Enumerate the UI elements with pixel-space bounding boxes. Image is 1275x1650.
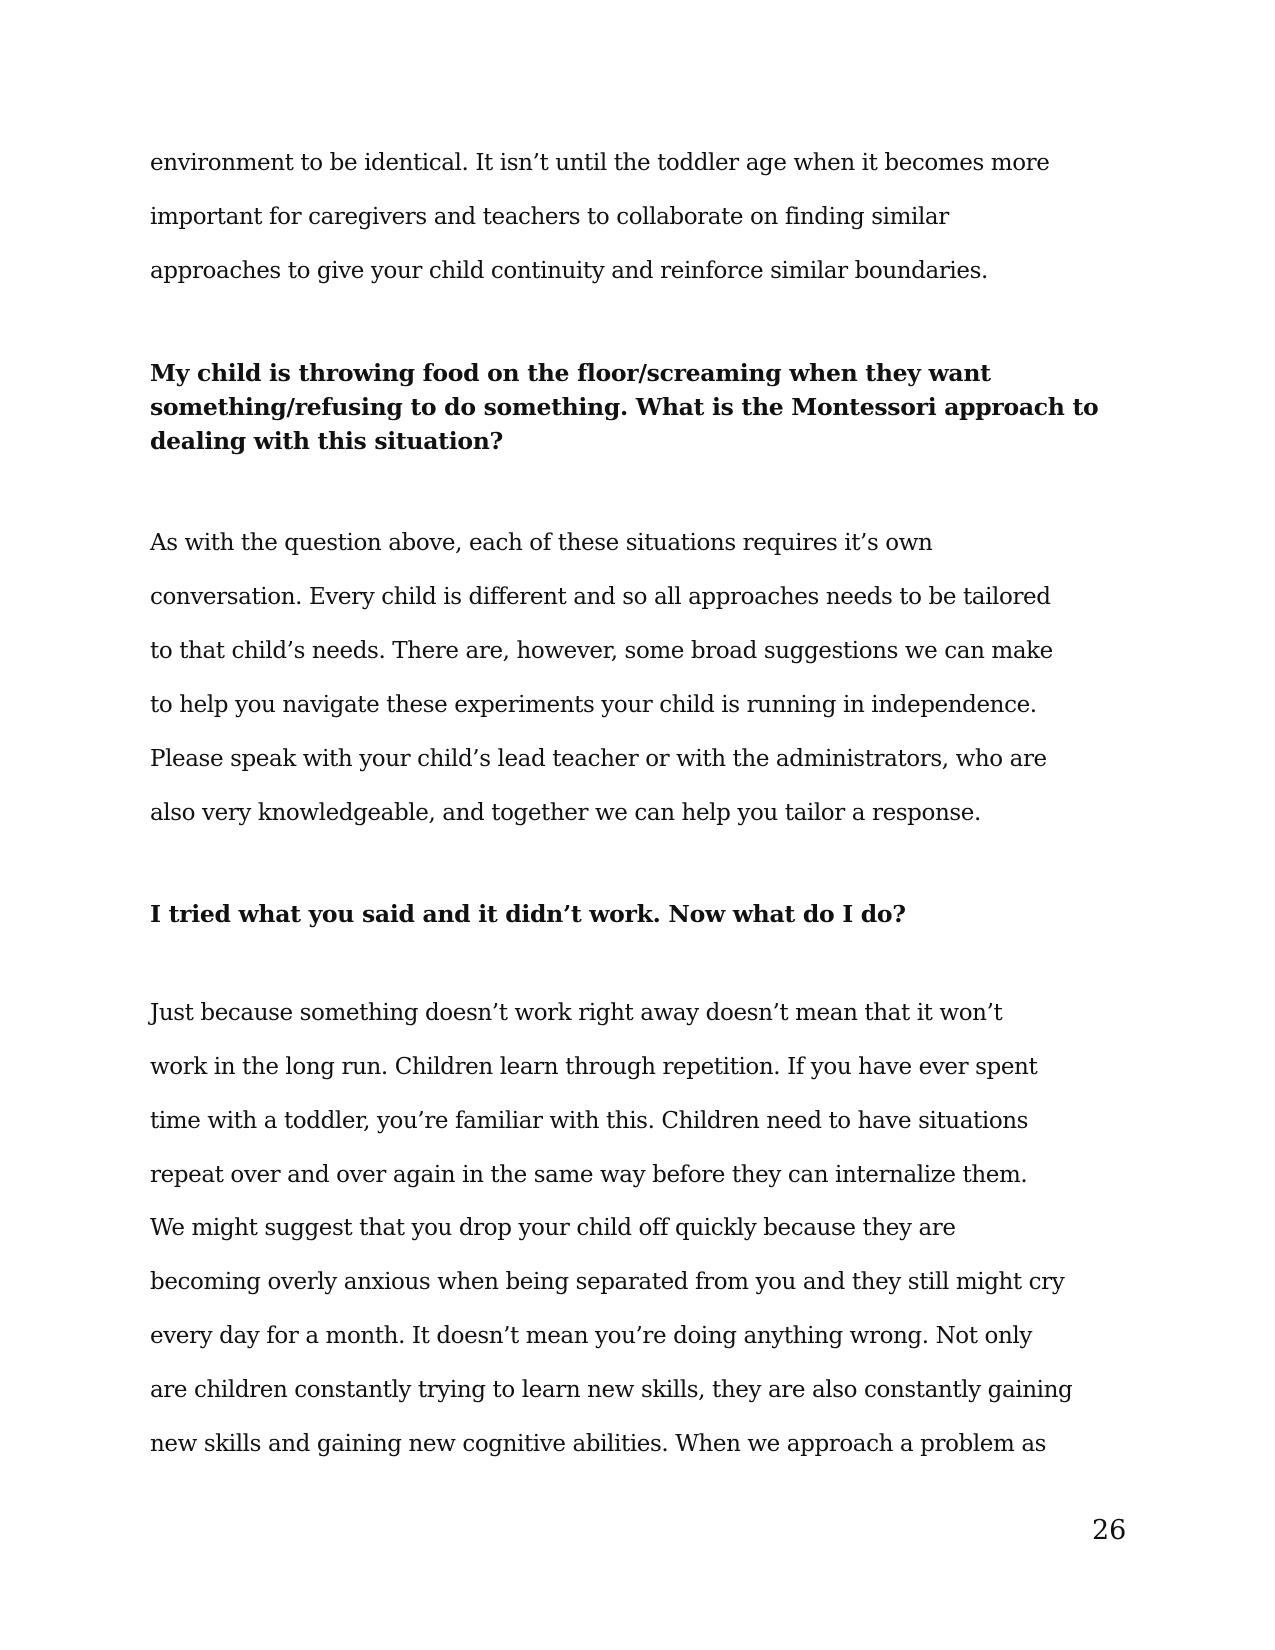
text-line: approaches to give your child continuity and reinforce similar boundaries.	[150, 258, 988, 284]
text-line: environment to be identical. It isn’t until the toddler age when it becomes more	[150, 150, 1050, 176]
text-line: repeat over and over again in the same way before they can internalize them.	[150, 1162, 1028, 1188]
text-line: We might suggest that you drop your child off quickly because they are	[150, 1215, 956, 1241]
text-line: are children constantly trying to learn new skills, they are also constantly gaining	[150, 1377, 1073, 1403]
text-line: also very knowledgeable, and together we can help you tailor a response.	[150, 800, 981, 826]
text-line: becoming overly anxious when being separated from you and they still might cry	[150, 1269, 1065, 1295]
heading-line: I tried what you said and it didn’t work. Now what do I do?	[150, 900, 906, 928]
text-line: conversation. Every child is different and so all approaches needs to be tailored	[150, 584, 1051, 610]
page-number: 26	[1092, 1515, 1127, 1546]
text-line: new skills and gaining new cognitive abilities. When we approach a problem as	[150, 1431, 1047, 1457]
heading-line: dealing with this situation?	[150, 427, 503, 455]
text-line: to that child’s needs. There are, however, some broad suggestions we can make	[150, 638, 1053, 664]
heading-line: something/refusing to do something. What is the Montessori approach to	[150, 393, 1099, 421]
text-line: time with a toddler, you’re familiar with this. Children need to have situations	[150, 1108, 1029, 1134]
text-line: important for caregivers and teachers to collaborate on finding similar	[150, 204, 949, 230]
heading-line: My child is throwing food on the floor/screaming when they want	[150, 359, 991, 387]
text-line: every day for a month. It doesn’t mean you’re doing anything wrong. Not only	[150, 1323, 1032, 1349]
text-line: As with the question above, each of these situations requires it’s own	[150, 530, 933, 556]
text-line: to help you navigate these experiments your child is running in independence.	[150, 692, 1037, 718]
text-line: Just because something doesn’t work right away doesn’t mean that it won’t	[150, 1000, 1003, 1026]
text-line: work in the long run. Children learn through repetition. If you have ever spent	[150, 1054, 1038, 1080]
text-line: Please speak with your child’s lead teacher or with the administrators, who are	[150, 746, 1047, 772]
